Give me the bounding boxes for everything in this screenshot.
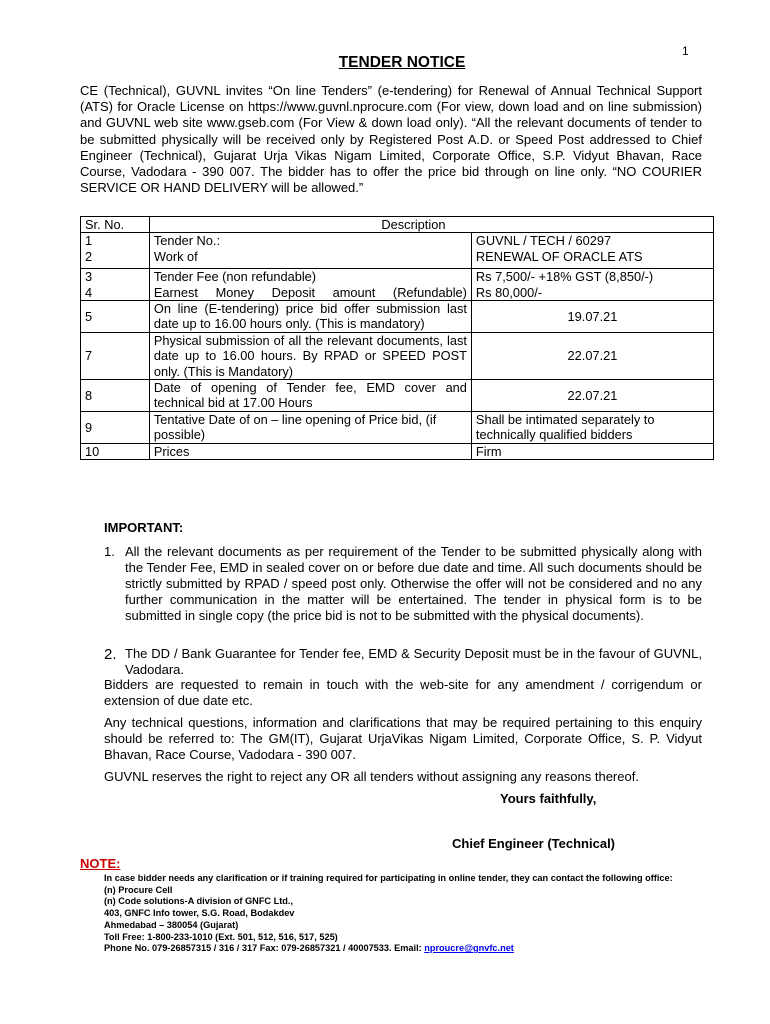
para-technical-questions: Any technical questions, information and clarifications that may be required pertaining to this enquiry should be referred to: The GM(IT), Gujarat UrjaVikas Nigam Limited, Corporate Office, S. P. Vidyut Bhavan, Race Course, Vadodara - 390 007. bbox=[104, 715, 702, 762]
row-2-label: Work of bbox=[153, 248, 198, 264]
row-sr bbox=[81, 233, 150, 269]
note-line-3: (n) Code solutions-A division of GNFC Ltd., bbox=[104, 896, 294, 907]
table-row bbox=[81, 380, 714, 412]
row-9-label: Tentative Date of on – line opening of Price bid, (if possible) bbox=[149, 411, 471, 443]
para-reserve-right: GUVNL reserves the right to reject any OR all tenders without assigning any reasons thereof. bbox=[104, 769, 639, 784]
table-header-row bbox=[81, 217, 714, 233]
row-5-sr: 5 bbox=[81, 301, 150, 333]
item-2-number: 2. bbox=[104, 646, 117, 663]
row-9-sr: 9 bbox=[81, 411, 150, 443]
tender-table bbox=[80, 216, 714, 460]
row-9-value: Shall be intimated separately to technically qualified bidders bbox=[471, 411, 713, 443]
row-5-label: On line (E-tendering) price bid offer submission last date up to 16.00 hours only. (This is mandatory) bbox=[149, 301, 471, 333]
table-row bbox=[81, 285, 714, 301]
important-item-1: All the relevant documents as per requirement of the Tender to be submitted physically along with the Tender Fee, EMD in sealed cover on or before due date and time. All such documents should be strictly submitted by RPAD / speed post only. Otherwise the offer will not be considered and no any further communication in the matter will be entertained. The tender in physical form is to be submitted in single copy (the price bid is not to be submitted with the physical documents). bbox=[125, 544, 702, 623]
page-number: 1 bbox=[682, 44, 689, 58]
row-3-value: Rs 7,500/- +18% GST (8,850/-) bbox=[471, 269, 713, 285]
row-1-value: GUVNL / TECH / 60297 bbox=[475, 233, 612, 249]
row-2-value: RENEWAL OF ORACLE ATS bbox=[475, 248, 643, 264]
note-line-7-text: Phone No. 079-26857315 / 316 / 317 Fax: 079-26857321 / 40007533. Email: bbox=[104, 943, 425, 954]
table-row bbox=[81, 411, 714, 443]
row-label bbox=[149, 233, 471, 269]
title-text: TENDER NOTICE bbox=[338, 54, 466, 71]
header-sr-no: Sr. No. bbox=[81, 217, 150, 233]
note-line-2: (n) Procure Cell bbox=[104, 884, 173, 895]
table-row bbox=[81, 233, 714, 269]
row-8-sr: 8 bbox=[81, 380, 150, 412]
row-7-value: 22.07.21 bbox=[471, 332, 713, 379]
row-5-value: 19.07.21 bbox=[471, 301, 713, 333]
table-row bbox=[81, 269, 714, 285]
intro-paragraph: CE (Technical), GUVNL invites “On line Tenders” (e-tendering) for Renewal of Annual Technical Support (ATS) for Oracle License on https://www.guvnl.nprocure.com (For view, down load and on line submission) and GUVNL web site www.gseb.com (For View & down load only). “All the relevant documents of tender to be submitted physically will be received only by Registered Post A.D. or Speed Post addressed to Chief Engineer (Technical), Gujarat Urja Vikas Nigam Limited, Corporate Office, S.P. Vidyut Bhavan, Race Course, Vadodara - 390 007. The bidder has to offer the price bid through on line only. “NO COURIER SERVICE OR HAND DELIVERY will be allowed.” bbox=[80, 83, 702, 196]
note-label: NOTE: bbox=[80, 856, 121, 871]
item-1-number: 1. bbox=[104, 544, 115, 559]
row-value bbox=[471, 233, 713, 269]
table-row bbox=[81, 332, 714, 379]
row-10-value: Firm bbox=[471, 443, 713, 459]
table-row bbox=[81, 301, 714, 333]
row-2-sr: 2 bbox=[85, 248, 93, 264]
row-3-sr: 3 bbox=[81, 269, 150, 285]
row-8-value: 22.07.21 bbox=[471, 380, 713, 412]
row-4-label-text: Earnest Money Deposit amount (Refundable) bbox=[153, 284, 467, 300]
email-link[interactable]: nproucre@gnvfc.net bbox=[424, 943, 514, 954]
page-title bbox=[0, 54, 770, 72]
row-10-label: Prices bbox=[149, 443, 471, 459]
row-7-label: Physical submission of all the relevant documents, last date up to 16.00 hours. By RPAD or SPEED POST only. (This is Mandatory) bbox=[149, 332, 471, 379]
row-8-label: Date of opening of Tender fee, EMD cover and technical bid at 17.00 Hours bbox=[149, 380, 471, 412]
table-row bbox=[81, 443, 714, 459]
note-line-1: In case bidder needs any clarification or if training required for participating in online tender, they can contact the following office: bbox=[104, 873, 673, 883]
row-10-sr: 10 bbox=[81, 443, 150, 459]
row-4-label bbox=[149, 285, 471, 301]
important-heading: IMPORTANT: bbox=[104, 520, 184, 535]
signatory: Chief Engineer (Technical) bbox=[452, 836, 616, 851]
note-line-6: Toll Free: 1-800-233-1010 (Ext. 501, 512, 516, 517, 525) bbox=[104, 931, 338, 942]
note-body bbox=[104, 873, 702, 955]
note-line-7 bbox=[104, 943, 702, 955]
row-7-sr: 7 bbox=[81, 332, 150, 379]
header-description: Description bbox=[149, 217, 713, 233]
row-4-sr: 4 bbox=[81, 285, 150, 301]
row-1-label: Tender No.: bbox=[153, 233, 221, 249]
note-line-5: Ahmedabad – 380054 (Gujarat) bbox=[104, 919, 239, 930]
row-1-sr: 1 bbox=[85, 233, 93, 249]
important-item-2: The DD / Bank Guarantee for Tender fee, EMD & Security Deposit must be in the favour of GUVNL, Vadodara. bbox=[125, 646, 702, 677]
note-line-4: 403, GNFC Info tower, S.G. Road, Bodakdev bbox=[104, 908, 295, 919]
closing-text: Yours faithfully, bbox=[500, 791, 597, 806]
row-4-value: Rs 80,000/- bbox=[471, 285, 713, 301]
row-3-label: Tender Fee (non refundable) bbox=[149, 269, 471, 285]
para-web-site: Bidders are requested to remain in touch with the web-site for any amendment / corrigendum or extension of due date etc. bbox=[104, 677, 702, 708]
